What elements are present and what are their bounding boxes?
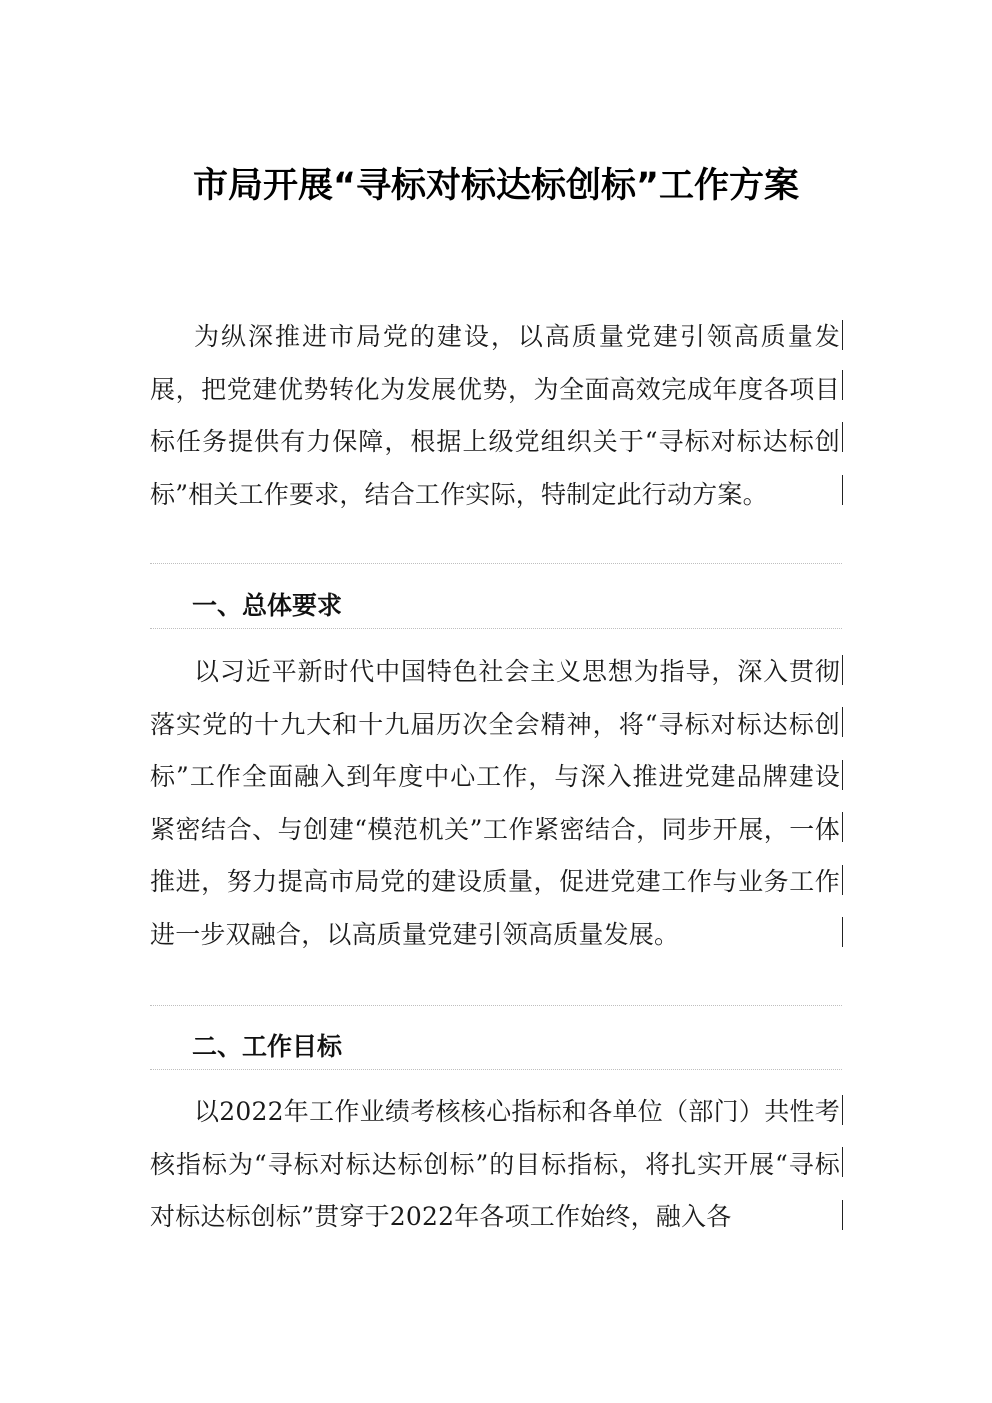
paragraph-divider xyxy=(150,563,842,564)
margin-mark xyxy=(842,812,843,842)
section-heading-general-requirements: 一、总体要求 xyxy=(192,591,343,620)
margin-mark xyxy=(842,1095,843,1125)
margin-mark xyxy=(842,865,843,895)
document-title: 市局开展“寻标对标达标创标”工作方案 xyxy=(192,166,799,206)
intro-paragraph: 为纵深推进市局党的建设，以高质量党建引领高质量发展，把党建优势转化为发展优势，为全面高效完成年度各项目标任务提供有力保障，根据上级党组织关于“寻标对标达标创标”相关工作要求，结合工作实际，特制定此行动方案。 xyxy=(150,322,840,509)
margin-mark xyxy=(842,320,843,350)
margin-mark xyxy=(842,655,843,685)
margin-mark xyxy=(842,1147,843,1177)
margin-mark xyxy=(842,917,843,947)
margin-mark xyxy=(842,707,843,737)
paragraph-divider xyxy=(150,1069,842,1070)
margin-mark xyxy=(842,760,843,790)
margin-mark xyxy=(842,1200,843,1230)
section-body-work-goals: 以2022年工作业绩考核核心指标和各单位（部门）共性考核指标为“寻标对标达标创标”的目标指标，将扎实开展“寻标对标达标创标”贯穿于2022年各项工作始终，融入各 xyxy=(150,1097,840,1231)
margin-mark xyxy=(842,475,843,505)
margin-mark xyxy=(842,370,843,400)
section-body-general-requirements: 以习近平新时代中国特色社会主义思想为指导，深入贯彻落实党的十九大和十九届历次全会精神，将“寻标对标达标创标”工作全面融入到年度中心工作，与深入推进党建品牌建设紧密结合、与创建“模范机关”工作紧密结合，同步开展，一体推进，努力提高市局党的建设质量，促进党建工作与业务工作进一步双融合，以高质量党建引领高质量发展。 xyxy=(150,657,840,949)
margin-mark xyxy=(842,422,843,452)
section-heading-work-goals: 二、工作目标 xyxy=(192,1032,343,1061)
paragraph-divider xyxy=(150,1005,842,1006)
paragraph-divider xyxy=(150,628,842,629)
